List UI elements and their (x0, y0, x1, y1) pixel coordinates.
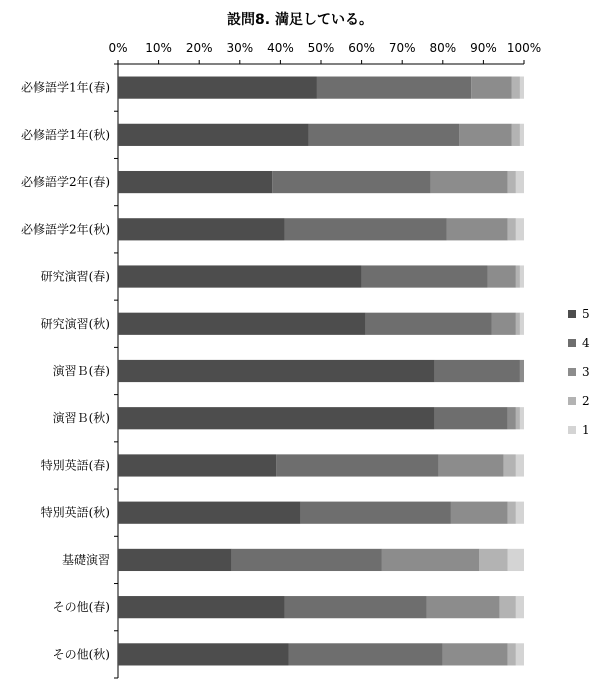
x-tick-label: 90% (470, 41, 497, 55)
bar-segment-1 (516, 454, 524, 476)
bar-segment-2 (508, 502, 516, 524)
bar-segment-2 (508, 171, 516, 193)
bar-segment-3 (447, 218, 508, 240)
legend-swatch-1 (568, 426, 576, 434)
category-label: 必修語学2年(秋) (21, 222, 110, 237)
bar-segment-4 (362, 265, 488, 287)
bar-segment-3 (459, 124, 512, 146)
bar-segment-2 (512, 124, 520, 146)
bar-segment-4 (272, 171, 430, 193)
bar-segment-3 (508, 407, 516, 429)
x-tick-label: 100% (506, 41, 542, 55)
bar-segment-4 (232, 549, 382, 571)
category-label: その他(春) (52, 600, 110, 615)
bar-segment-5 (118, 643, 289, 665)
bar-segment-2 (504, 454, 516, 476)
category-label: 演習Ｂ(春) (52, 364, 110, 378)
bar-segment-4 (317, 77, 471, 99)
category-label: その他(秋) (52, 647, 110, 662)
bar-segment-3 (487, 265, 515, 287)
x-tick-label: 60% (348, 41, 375, 55)
legend-swatch-4 (568, 339, 576, 347)
bar-segment-2 (512, 77, 520, 99)
x-tick-label: 70% (388, 41, 416, 55)
bar-segment-3 (451, 502, 508, 524)
category-label: 必修語学1年(春) (21, 80, 110, 95)
legend (568, 307, 590, 437)
x-tick-label: 0% (108, 41, 128, 55)
x-tick-label: 50% (307, 41, 335, 55)
bar-segment-4 (309, 124, 459, 146)
bar-segment-2 (479, 549, 507, 571)
bars (118, 77, 524, 666)
bar-segment-1 (516, 596, 524, 618)
bar-segment-2 (516, 407, 520, 429)
bar-segment-4 (289, 643, 443, 665)
bar-segment-1 (520, 77, 524, 99)
legend-swatch-5 (568, 310, 576, 318)
bar-segment-4 (366, 313, 492, 335)
bar-segment-5 (118, 77, 317, 99)
bar-segment-3 (431, 171, 508, 193)
legend-label: 1 (582, 423, 590, 437)
x-tick-label: 20% (185, 41, 213, 55)
bar-segment-1 (520, 407, 524, 429)
bar-segment-2 (516, 265, 520, 287)
bar-segment-2 (500, 596, 516, 618)
bar-segment-5 (118, 502, 301, 524)
bar-segment-1 (516, 502, 524, 524)
legend-swatch-2 (568, 397, 576, 405)
bar-segment-3 (492, 313, 516, 335)
bar-segment-3 (427, 596, 500, 618)
chart-title: 設問8. 満足している。 (227, 12, 373, 28)
legend-label: 2 (582, 394, 590, 408)
bar-segment-5 (118, 265, 362, 287)
bar-segment-4 (284, 596, 426, 618)
bar-segment-1 (520, 313, 524, 335)
category-label: 研究演習(秋) (40, 316, 110, 331)
bar-segment-5 (118, 124, 309, 146)
category-label: 演習Ｂ(秋) (52, 411, 110, 426)
bar-segment-5 (118, 454, 276, 476)
category-label: 特別英語(春) (40, 458, 110, 473)
legend-swatch-3 (568, 368, 576, 376)
bar-segment-5 (118, 218, 284, 240)
bar-segment-5 (118, 313, 366, 335)
bar-segment-4 (276, 454, 438, 476)
bar-segment-1 (520, 124, 524, 146)
category-label: 必修語学1年(秋) (21, 127, 110, 142)
bar-segment-1 (516, 643, 524, 665)
bar-segment-5 (118, 549, 232, 571)
bar-segment-2 (508, 643, 516, 665)
category-label: 研究演習(春) (40, 269, 110, 284)
bar-segment-3 (520, 360, 524, 382)
x-tick-label: 40% (267, 41, 294, 55)
bar-segment-1 (520, 265, 524, 287)
bar-segment-3 (443, 643, 508, 665)
x-tick-label: 30% (226, 41, 254, 55)
bar-segment-3 (439, 454, 504, 476)
category-label: 特別英語(秋) (40, 505, 110, 520)
bar-segment-3 (382, 549, 479, 571)
bar-segment-2 (516, 313, 520, 335)
category-label: 基礎演習 (61, 552, 110, 567)
bar-segment-1 (508, 549, 524, 571)
bar-segment-3 (471, 77, 512, 99)
x-tick-label: 10% (145, 41, 172, 55)
x-tick-label: 80% (429, 41, 457, 55)
bar-segment-4 (435, 407, 508, 429)
bar-segment-5 (118, 171, 272, 193)
category-label: 必修語学2年(春) (21, 175, 110, 190)
bar-segment-5 (118, 360, 435, 382)
bar-segment-4 (435, 360, 520, 382)
bar-segment-4 (284, 218, 446, 240)
legend-label: 5 (582, 307, 590, 321)
bar-segment-2 (508, 218, 516, 240)
legend-label: 3 (582, 365, 590, 379)
bar-segment-5 (118, 407, 435, 429)
bar-segment-1 (516, 218, 524, 240)
bar-segment-5 (118, 596, 284, 618)
legend-label: 4 (582, 336, 590, 350)
bar-segment-4 (301, 502, 451, 524)
bar-segment-1 (516, 171, 524, 193)
